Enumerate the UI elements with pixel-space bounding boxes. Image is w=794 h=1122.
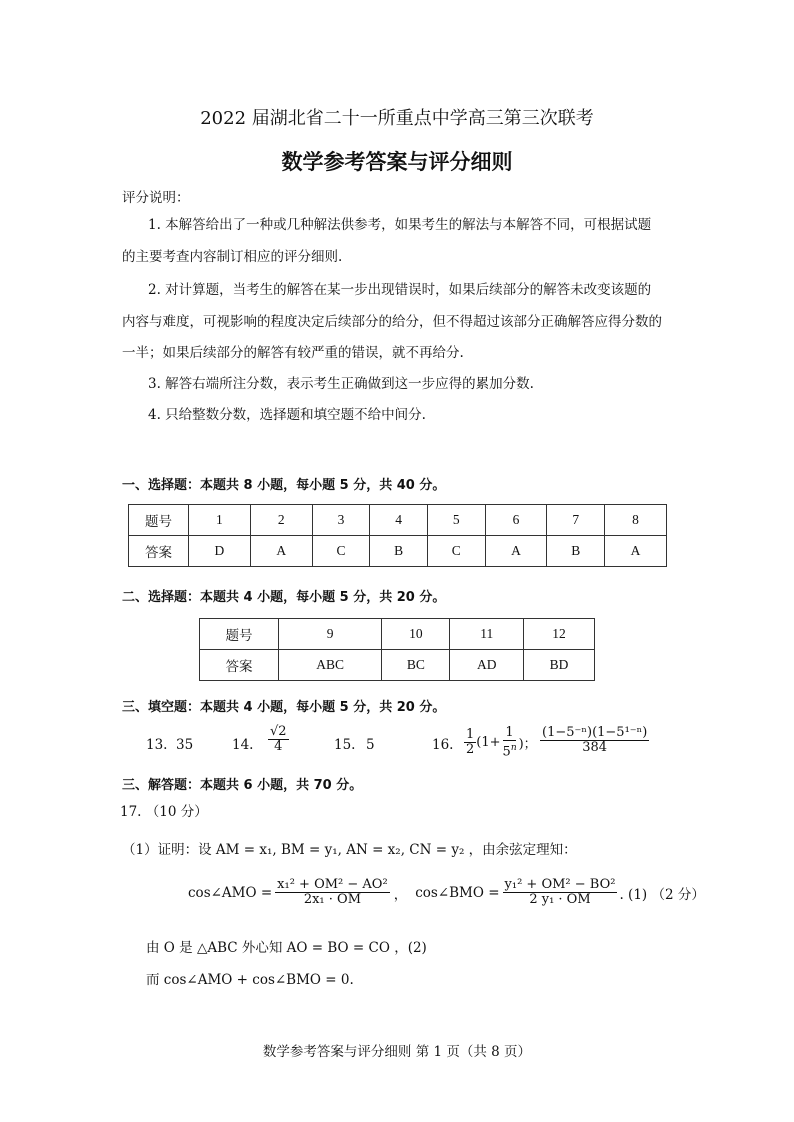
cos-formula-line [188,878,705,907]
table-cell: 12 [524,619,595,650]
cos-amo-numerator: x₁² + OM² − AO² [277,877,388,892]
circumcenter-line: 由 O 是 △ABC 外心知 AO = BO = CO ，(2) [146,940,427,956]
section-3-heading: 三、填空题：本题共 4 小题，每小题 5 分，共 20 分。 [122,700,446,715]
table-row-answers [129,536,667,567]
table-cell: A [485,536,547,567]
table-cell: B [370,536,428,567]
q16-inner-numerator: 1 [505,725,514,740]
table-row-question-numbers [129,505,667,536]
cos-sum-line: 而 cos∠AMO + cos∠BMO = 0. [146,972,354,988]
q13-answer: 35 [176,737,194,753]
document-subtitle: 数学参考答案与评分细则 [281,150,513,174]
q16-b-denominator: 384 [582,740,608,755]
cos-bmo-numerator: y₁² + OM² − BO² [504,877,616,892]
formula-comma: ， [393,886,408,903]
q16-answer-part-1 [464,726,537,759]
section-4-heading: 三、解答题：本题共 6 小题，共 70 分。 [122,778,363,793]
instruction-1-line-1: 1. 本解答给出了一种或几种解法供参考，如果考生的解法与本解答不同，可根据试题 [148,217,652,233]
table-cell: BD [524,650,595,681]
table-cell: 9 [279,619,382,650]
q16-inner-exponent: n [510,743,517,753]
q16-open-paren: (1+ [476,735,501,751]
q13-number: 13. [146,737,168,753]
table-cell: B [547,536,605,567]
table-cell: BC [382,650,450,681]
section-2-heading: 二、选择题：本题共 4 小题，每小题 5 分，共 20 分。 [122,590,446,605]
q17-heading: 17. （10 分） [120,804,208,820]
instruction-2-line-3: 一半；如果后续部分的解答有较严重的错误，就不再给分. [122,345,464,361]
instruction-2-line-1: 2. 对计算题，当考生的解答在某一步出现错误时，如果后续部分的解答未改变该题的 [148,282,652,298]
q14-answer-fraction [268,725,289,754]
row-label-answer: 答案 [129,536,189,567]
cos-amo-denominator: 2x₁ · OM [303,892,362,907]
table-row-question-numbers [200,619,595,650]
table-cell: 2 [250,505,312,536]
instructions-heading: 评分说明： [122,190,190,206]
cos-amo-label: cos∠AMO = [188,884,273,901]
table-cell: 1 [189,505,251,536]
row-label-question: 题号 [129,505,189,536]
cos-bmo-label: cos∠BMO = [415,884,500,901]
instruction-1-line-2: 的主要考查内容制订相应的评分细则. [122,249,343,265]
q16-b-numerator: (1−5⁻ⁿ)(1−5¹⁻ⁿ) [542,725,648,740]
table-cell: 7 [547,505,605,536]
instruction-4: 4. 只给整数分数，选择题和填空题不给中间分. [148,407,426,423]
q14-numerator: √2 [270,724,287,739]
q16-answer-part-2 [540,726,649,755]
table-cell: C [427,536,485,567]
q16-coef-denominator: 2 [466,742,475,758]
q14-denominator: 4 [274,739,283,754]
section-1-answer-table [128,504,667,567]
row-label-answer: 答案 [200,650,279,681]
table-cell: 5 [427,505,485,536]
section-2-answer-table [199,618,595,681]
table-cell: 4 [370,505,428,536]
q16-number: 16. [432,737,454,753]
q16-close-paren: )； [518,737,537,753]
instruction-2-line-2: 内容与难度，可视影响的程度决定后续部分的给分，但不得超过该部分正确解答应得分数的 [122,314,662,330]
q14-number: 14. [232,737,254,753]
q16-coef-numerator: 1 [466,727,475,743]
section-1-heading: 一、选择题：本题共 8 小题，每小题 5 分，共 40 分。 [122,478,446,493]
page-footer: 数学参考答案与评分细则 第 1 页（共 8 页） [262,1044,532,1060]
q17-proof-intro: （1）证明：设 AM = x₁, BM = y₁, AN = x₂, CN = y₂ ，由余弦定理知： [122,842,577,858]
q16-inner-denominator: 5 [502,744,511,760]
q15-number: 15. [334,737,356,753]
table-cell: A [250,536,312,567]
row-label-question: 题号 [200,619,279,650]
table-cell: AD [450,650,524,681]
document-title: 2022 届湖北省二十一所重点中学高三第三次联考 [200,108,594,129]
table-cell: D [189,536,251,567]
score-annotation: . (1) （2 分） [619,886,705,903]
table-cell: 11 [450,619,524,650]
table-cell: ABC [279,650,382,681]
table-cell: 3 [312,505,370,536]
table-row-answers [200,650,595,681]
cos-bmo-denominator: 2 y₁ · OM [529,892,591,907]
q15-answer: 5 [366,737,375,753]
table-cell: 6 [485,505,547,536]
instruction-3: 3. 解答右端所注分数，表示考生正确做到这一步应得的累加分数. [148,376,534,392]
table-cell: C [312,536,370,567]
table-cell: A [605,536,667,567]
table-cell: 8 [605,505,667,536]
table-cell: 10 [382,619,450,650]
